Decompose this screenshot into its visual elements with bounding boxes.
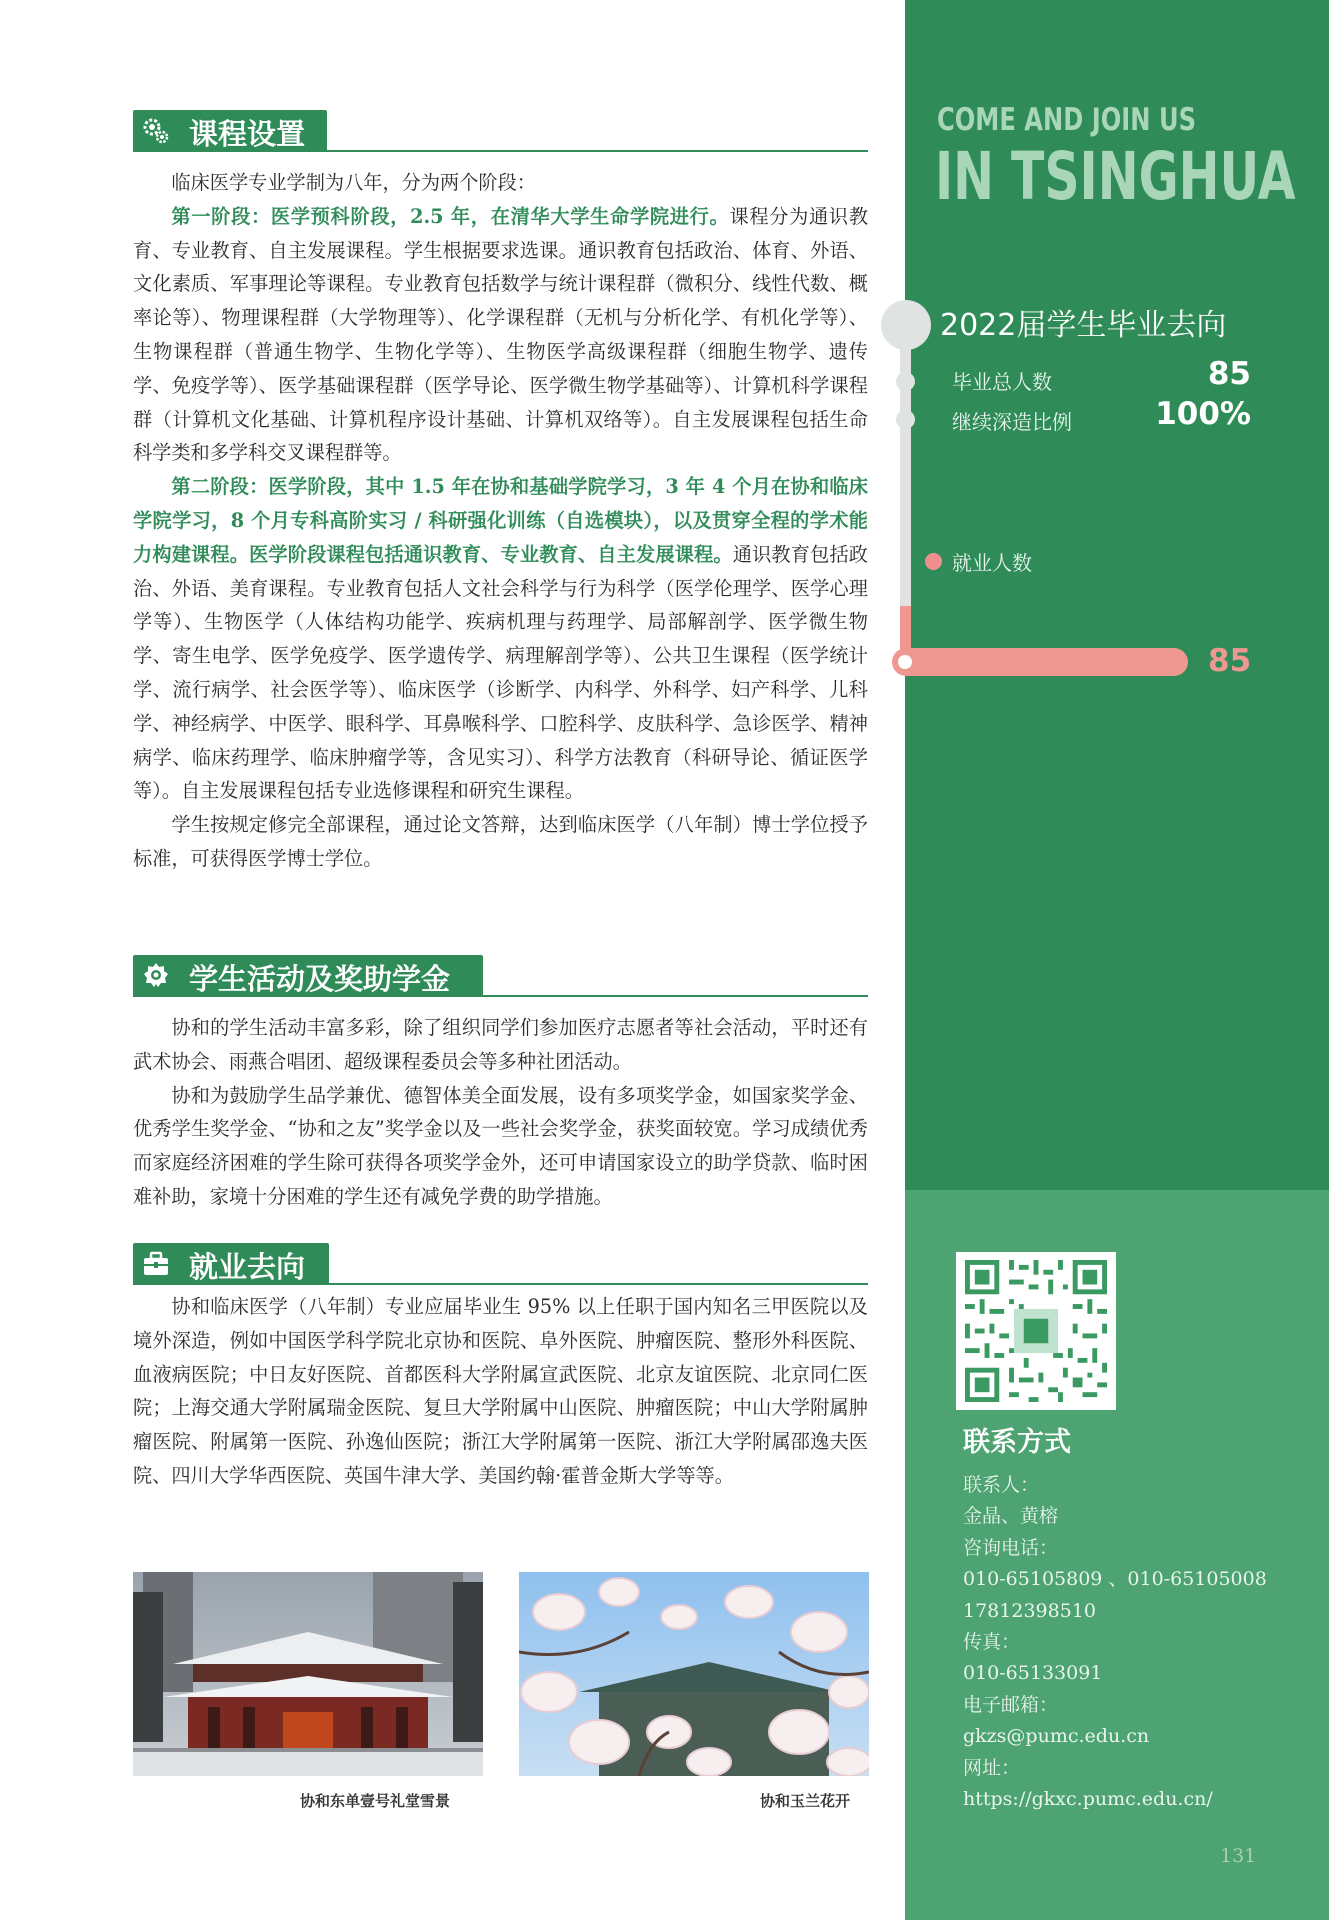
photo-magnolia bbox=[519, 1572, 869, 1776]
activities-paragraph-1: 协和的学生活动丰富多彩，除了组织同学们参加医疗志愿者等社会活动，平时还有武术协会、雨燕合唱团、超级课程委员会等多种社团活动。 bbox=[133, 1016, 868, 1073]
section-title: 学生活动及奖助学金 bbox=[189, 962, 451, 996]
graduation-stats-title: 2022届学生毕业去向 bbox=[940, 308, 1227, 343]
timeline-big-dot bbox=[881, 300, 931, 350]
contact-line: 联系人： bbox=[963, 1474, 1040, 1496]
slogan-line-1: COME AND JOIN US bbox=[937, 102, 1196, 138]
timeline-dot-2 bbox=[896, 410, 915, 429]
contact-info bbox=[963, 1470, 1293, 1815]
stage-2-body: 通识教育包括政治、外语、美育课程。专业教育包括人文社会科学与行为科学（医学伦理学、医学心理学等）、生物医学（人体结构功能学、疾病机理与药理学、局部解剖学、医学微生物学、寄生电学、医学免疫学、医学遗传学、病理解剖学等）、公共卫生课程（医学统计学、流行病学、社会医学等）、临床医学（诊断学、内科学、外科学、妇产科学、儿科学、神经病学、中医学、眼科学、耳鼻喉科学、口腔科学、皮肤科学、急诊医学、精神病学、临床药理学、临床肿瘤学等，含见实习）、科学方法教育（科研导论、循证医学等）。自主发展课程包括专业选修课程和研究生课程。 bbox=[133, 542, 868, 803]
contact-website[interactable]: https://gkxc.pumc.edu.cn/ bbox=[963, 1788, 1213, 1811]
slogan-line-2: IN TSINGHUA bbox=[935, 138, 1296, 215]
contact-line: 电子邮箱： bbox=[963, 1693, 1059, 1716]
photo-caption-auditorium: 协和东单壹号礼堂雪景 bbox=[300, 1792, 451, 1810]
employment-paragraph: 协和临床医学（八年制）专业应届毕业生 95% 以上任职于国内知名三甲医院以及境外深造，例如中国医学科学院北京协和医院、阜外医院、肿瘤医院、整形外科医院、血液病医院；中日友好医院、首都医科大学附属宣武医院、北京友谊医院、北京同仁医院；上海交通大学附属瑞金医院、复旦大学附属中山医院、肿瘤医院；中山大学附属肿瘤医院、附属第一医院、孙逸仙医院；浙江大学附属第一医院、浙江大学附属邵逸夫医院、四川大学华西医院、英国牛津大学、美国约翰·霍普金斯大学等等。 bbox=[133, 1295, 868, 1487]
activities-body bbox=[133, 1011, 868, 1214]
stage-1-highlight: 第一阶段：医学预科阶段，2.5 年，在清华大学生命学院进行。 bbox=[171, 204, 730, 228]
employment-label: 就业人数 bbox=[952, 551, 1032, 575]
contact-line: 金晶、黄榕 bbox=[963, 1505, 1059, 1528]
auditorium-image bbox=[133, 1572, 483, 1776]
employment-value: 85 bbox=[1208, 643, 1252, 679]
contact-line: 传真： bbox=[963, 1631, 1021, 1654]
award-ribbon-icon bbox=[141, 962, 171, 990]
page-number: 131 bbox=[1220, 1845, 1257, 1867]
section-header-activities bbox=[133, 955, 868, 997]
section-title: 就业去向 bbox=[189, 1250, 306, 1284]
qr-code-icon bbox=[964, 1260, 1108, 1402]
employment-legend-dot bbox=[925, 553, 942, 570]
activities-paragraph-2: 协和为鼓励学生品学兼优、德智体美全面发展，设有多项奖学金，如国家奖学金、优秀学生奖学金、“协和之友”奖学金以及一些社会奖学金，获奖面较宽。学习成绩优秀而家庭经济困难的学生除可获得各项奖学金外，还可申请国家设立的助学贷款、临时困难补助，家境十分困难的学生还有减免学费的助学措施。 bbox=[133, 1083, 868, 1208]
section-title: 课程设置 bbox=[189, 117, 306, 151]
photo-auditorium-snow bbox=[133, 1572, 483, 1776]
contact-line: 网址： bbox=[963, 1756, 1021, 1779]
curriculum-body bbox=[133, 166, 868, 876]
magnolia-image bbox=[519, 1572, 869, 1776]
briefcase-icon bbox=[141, 1250, 171, 1278]
curriculum-stage-1 bbox=[133, 200, 868, 470]
stat-label-further-study: 继续深造比例 bbox=[952, 410, 1072, 434]
employment-bar-dot bbox=[898, 655, 912, 669]
contact-email[interactable]: gkzs@pumc.edu.cn bbox=[963, 1725, 1150, 1748]
employment-bar bbox=[892, 648, 1188, 676]
contact-title: 联系方式 bbox=[963, 1427, 1071, 1458]
curriculum-intro: 临床医学专业学制为八年，分为两个阶段： bbox=[171, 171, 536, 194]
curriculum-closing: 学生按规定修完全部课程，通过论文答辩，达到临床医学（八年制）博士学位授予标准，可获得医学博士学位。 bbox=[133, 813, 868, 870]
stat-value-further-study: 100% bbox=[1155, 396, 1251, 432]
contact-line: 010-65105809 、010-65105008 bbox=[963, 1568, 1267, 1591]
qr-code bbox=[956, 1252, 1116, 1410]
stage-2-highlight: 第二阶段：医学阶段，其中 1.5 年在协和基础学院学习，3 年 4 个月在协和临床学院学习，8 个月专科高阶实习 / 科研强化训练（自选模块），以及贯穿全程的学术能力构建课程。医学阶段课程包括通识教育、专业教育、自主发展课程。 bbox=[133, 475, 868, 566]
stage-1-body: 课程分为通识教育、专业教育、自主发展课程。学生根据要求选课。通识教育包括政治、体育、外语、文化素质、军事理论等课程。专业教育包括数学与统计课程群（微积分、线性代数、概率论等）、物理课程群（大学物理等）、化学课程群（无机与分析化学、有机化学等）、生物课程群（普通生物学、生物化学等）、生物医学高级课程群（细胞生物学、遗传学、免疫学等）、医学基础课程群（医学导论、医学微生物学基础等）、计算机科学课程群（计算机文化基础、计算机程序设计基础、计算机双络等）。自主发展课程包括生命科学类和多学科交叉课程群等。 bbox=[133, 204, 869, 465]
stat-label-total: 毕业总人数 bbox=[952, 370, 1052, 394]
employment-body bbox=[133, 1290, 868, 1493]
contact-line: 咨询电话： bbox=[963, 1536, 1059, 1559]
section-header-employment bbox=[133, 1243, 868, 1285]
contact-line: 17812398510 bbox=[963, 1599, 1096, 1622]
section-header-curriculum bbox=[133, 110, 868, 152]
timeline-dot-1 bbox=[896, 372, 915, 391]
gears-icon bbox=[141, 117, 171, 145]
contact-line: 010-65133091 bbox=[963, 1662, 1103, 1685]
stat-value-total: 85 bbox=[1207, 356, 1251, 392]
photo-caption-magnolia: 协和玉兰花开 bbox=[760, 1792, 851, 1810]
curriculum-stage-2 bbox=[133, 470, 868, 808]
